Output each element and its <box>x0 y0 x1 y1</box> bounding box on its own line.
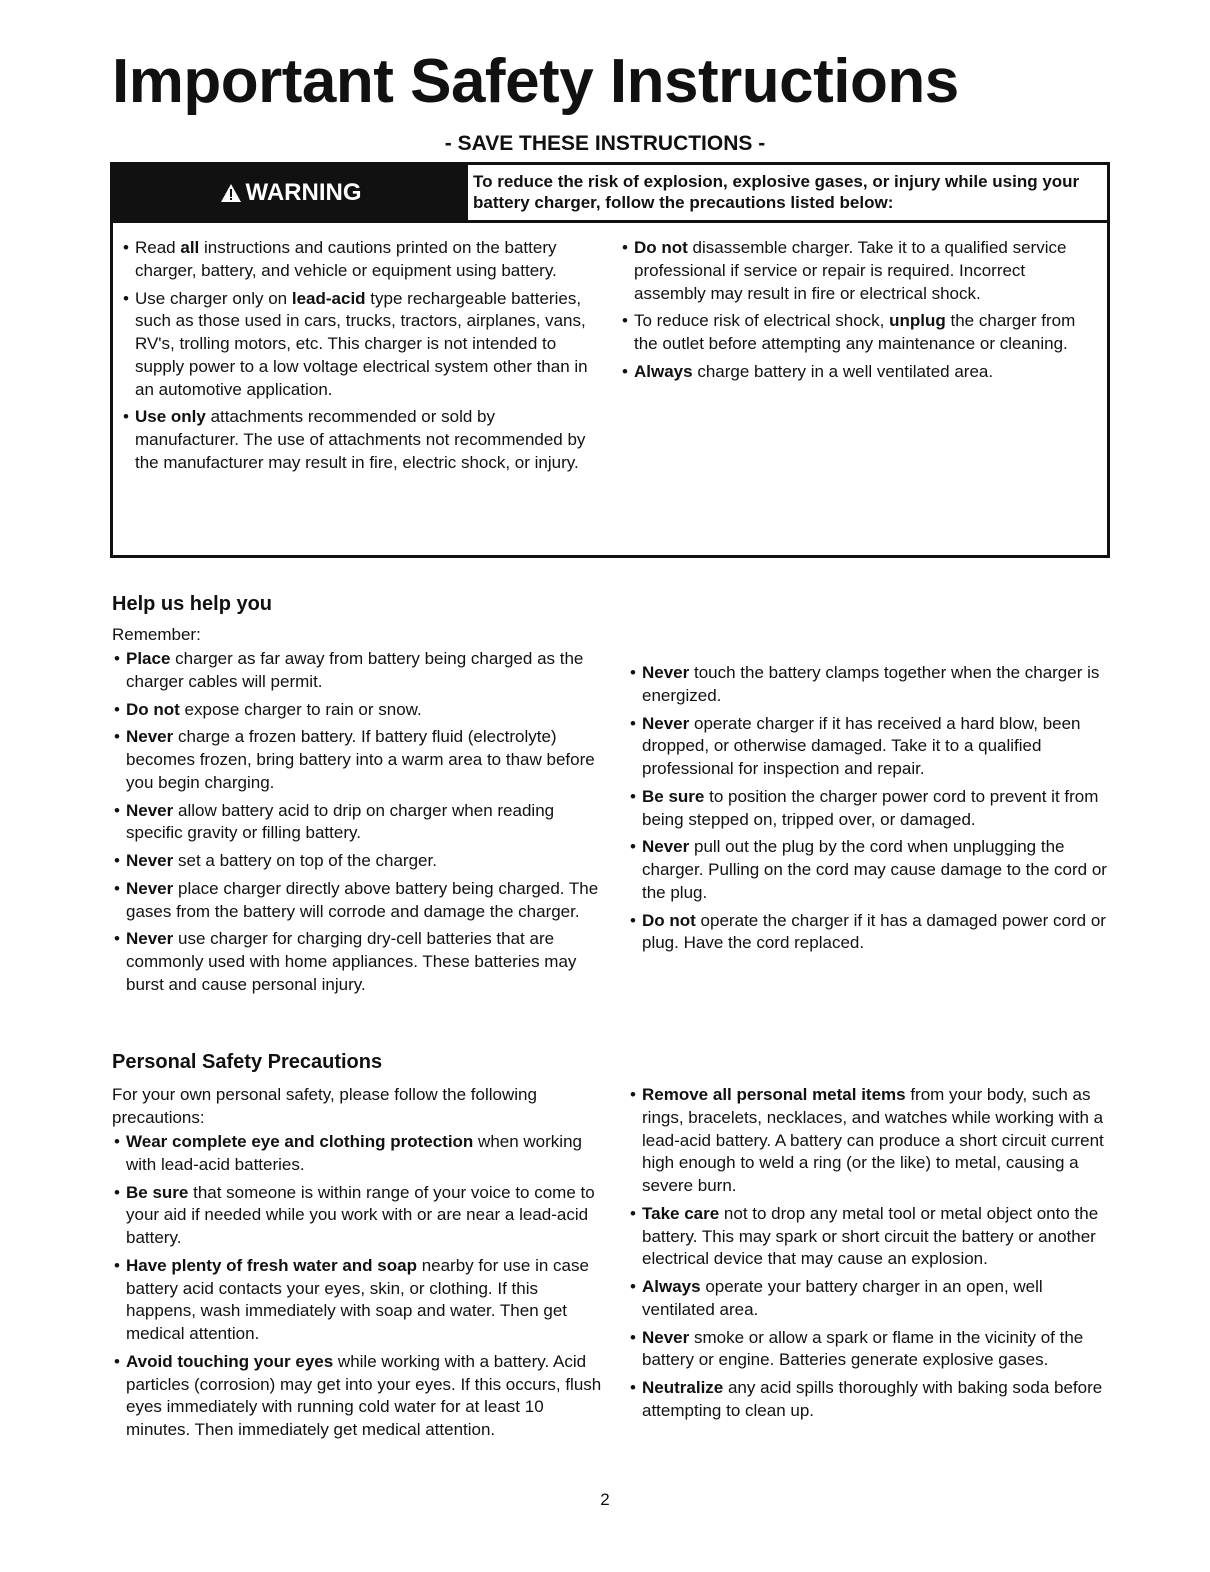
item-emphasis: Have plenty of fresh water and soap <box>126 1255 417 1275</box>
item-emphasis: Use only <box>135 407 206 427</box>
page-subtitle: - SAVE THESE INSTRUCTIONS - <box>444 132 766 155</box>
list-item <box>628 1084 1120 1198</box>
item-emphasis: Be sure <box>126 1182 189 1202</box>
warning-triangle-icon <box>220 183 242 203</box>
item-text: from your body, such as rings, bracelets, necklaces, and watches while working with a lead-acid battery. A battery can produce a short circuit current high enough to weld a ring (or the like) to metal, causing a severe burn. <box>642 1085 1104 1196</box>
list-item <box>628 1276 1120 1322</box>
item-text: nearby for use in case battery acid contacts your eyes, skin, or clothing. If this happens, wash immediately with soap and water. Then get medical attention. <box>126 1255 589 1344</box>
help-left-column <box>112 648 602 1002</box>
list-item <box>112 1131 602 1177</box>
list-item <box>620 361 1100 384</box>
item-emphasis: lead-acid <box>291 288 366 308</box>
list-item <box>628 713 1118 781</box>
item-text: when working with lead-acid batteries. <box>126 1132 582 1174</box>
item-text: place charger directly above battery being charged. The gases from the battery will corrode and damage the charger. <box>126 878 599 921</box>
item-emphasis: Never <box>642 713 690 733</box>
item-emphasis: Wear complete eye and clothing protection <box>126 1132 474 1151</box>
item-emphasis: Place <box>126 649 171 668</box>
warning-label <box>113 165 468 220</box>
item-text: charge a frozen battery. If battery fluid (electrolyte) becomes frozen, bring battery into a warm area to thaw before you begin charging. <box>126 727 595 792</box>
item-emphasis: Do not <box>634 238 688 257</box>
list-item <box>620 310 1100 356</box>
item-text: attachments recommended or sold by manufacturer. The use of attachments not recommended by the manufacturer may result in fire, electric shock, or injury. <box>135 407 586 472</box>
list-item <box>112 928 602 996</box>
help-heading: Help us help you <box>112 593 273 615</box>
warning-intro: To reduce the risk of explosion, explosive gases, or injury while using your battery charger, follow the precautions listed below: <box>473 171 1080 212</box>
list-item <box>112 1255 602 1346</box>
item-emphasis: Be sure <box>642 786 705 806</box>
list-item <box>121 406 596 474</box>
item-emphasis: Take care <box>642 1203 720 1223</box>
item-text: disassemble charger. Take it to a qualified service professional if service or repair is required. Incorrect assembly may result in fire or electrical shock. <box>634 238 1067 303</box>
item-emphasis: Do not <box>642 910 696 930</box>
list-item <box>628 1327 1120 1373</box>
item-text: operate your battery charger in an open, well ventilated area. <box>642 1277 1043 1319</box>
warning-right-column <box>620 237 1100 389</box>
help-right-column <box>628 662 1118 960</box>
personal-right-column <box>628 1084 1120 1428</box>
item-text: charge battery in a well ventilated area. <box>692 361 994 381</box>
item-emphasis: Avoid touching your eyes <box>126 1351 334 1371</box>
item-text: to position the charger power cord to prevent it from being stepped on, tripped over, or damaged. <box>642 786 1099 829</box>
list-item <box>121 237 596 283</box>
item-emphasis: Never <box>642 663 690 682</box>
list-item <box>112 800 602 846</box>
item-lead-text: Read <box>135 238 176 257</box>
item-emphasis: Always <box>642 1277 701 1297</box>
item-emphasis: unplug <box>889 311 946 331</box>
item-lead-text: To reduce risk of electrical shock, <box>634 311 885 331</box>
item-text: type rechargeable batteries, such as those used in cars, trucks, tractors, airplanes, vans, RV's, trolling motors, etc. This charger is not intended to supply power to a low voltage electrical system other than in an automotive application. <box>135 288 588 399</box>
personal-heading: Personal Safety Precautions <box>112 1051 383 1073</box>
item-text: expose charger to rain or snow. <box>179 699 422 719</box>
list-item <box>112 1351 602 1442</box>
item-emphasis: all <box>180 238 200 257</box>
personal-intro: For your own personal safety, please follow the following precautions: <box>112 1085 537 1127</box>
item-text: touch the battery clamps together when the charger is energized. <box>642 663 1100 705</box>
item-text: the charger from the outlet before attempting any maintenance or cleaning. <box>634 311 1076 354</box>
list-item <box>112 850 602 873</box>
page-number: 2 <box>600 1490 610 1509</box>
item-text: pull out the plug by the cord when unplugging the charger. Pulling on the cord may cause damage to the cord or the plug. <box>642 837 1107 902</box>
item-emphasis: Never <box>126 800 174 820</box>
item-emphasis: Always <box>634 361 693 381</box>
item-text: set a battery on top of the charger. <box>173 851 437 871</box>
item-text: operate charger if it has received a hard blow, been dropped, or otherwise damaged. Take it to a qualified professional for inspection and repair. <box>642 713 1081 779</box>
item-emphasis: Never <box>126 878 174 898</box>
item-text: charger as far away from battery being charged as the charger cables will permit. <box>126 649 584 691</box>
item-emphasis: Neutralize <box>642 1378 724 1398</box>
list-item <box>112 726 602 794</box>
item-emphasis: Never <box>642 1327 690 1347</box>
warning-banner <box>113 165 1107 223</box>
warning-left-column <box>121 237 596 480</box>
warning-box <box>110 162 1110 558</box>
list-item <box>121 288 596 402</box>
list-item <box>628 662 1118 708</box>
list-item <box>628 910 1118 956</box>
list-item <box>628 786 1118 832</box>
item-text: not to drop any metal tool or metal object onto the battery. This may spark or short circuit the battery or another electrical device that may cause an explosion. <box>642 1203 1099 1269</box>
item-emphasis: Remove all personal metal items <box>642 1085 906 1104</box>
item-emphasis: Do not <box>126 699 180 719</box>
personal-left-column <box>112 1131 602 1447</box>
item-lead-text: Use charger only on <box>135 288 288 308</box>
list-item <box>628 836 1118 904</box>
item-text: instructions and cautions printed on the battery charger, battery, and vehicle or equipment using battery. <box>135 238 557 280</box>
item-text: operate the charger if it has a damaged power cord or plug. Have the cord replaced. <box>642 910 1106 953</box>
item-text: while working with a battery. Acid particles (corrosion) may get into your eyes. If this occurs, flush eyes immediately with running cold water for at least 10 minutes. Then immediately get medical attention. <box>126 1351 602 1440</box>
item-emphasis: Never <box>126 727 174 747</box>
list-item <box>628 1203 1120 1271</box>
item-text: that someone is within range of your voice to come to your aid if needed while you work with or are near a lead-acid battery. <box>126 1182 595 1248</box>
list-item <box>628 1377 1120 1423</box>
list-item <box>620 237 1100 305</box>
list-item <box>112 878 602 924</box>
item-text: any acid spills thoroughly with baking soda before attempting to clean up. <box>642 1378 1103 1420</box>
list-item <box>112 1182 602 1250</box>
item-emphasis: Never <box>126 929 174 949</box>
item-text: allow battery acid to drip on charger when reading specific gravity or filling battery. <box>126 800 555 843</box>
page-title: Important Safety Instructions <box>112 47 959 116</box>
item-emphasis: Never <box>126 851 174 871</box>
item-emphasis: Never <box>642 837 690 857</box>
list-item <box>112 648 602 694</box>
help-remember: Remember: <box>112 625 201 644</box>
warning-label-text: WARNING <box>245 178 362 206</box>
item-text: use charger for charging dry-cell batteries that are commonly used with home appliances. These batteries may burst and cause personal injury. <box>126 929 577 994</box>
item-text: smoke or allow a spark or flame in the vicinity of the battery or engine. Batteries generate explosive gases. <box>642 1327 1084 1370</box>
list-item <box>112 699 602 722</box>
